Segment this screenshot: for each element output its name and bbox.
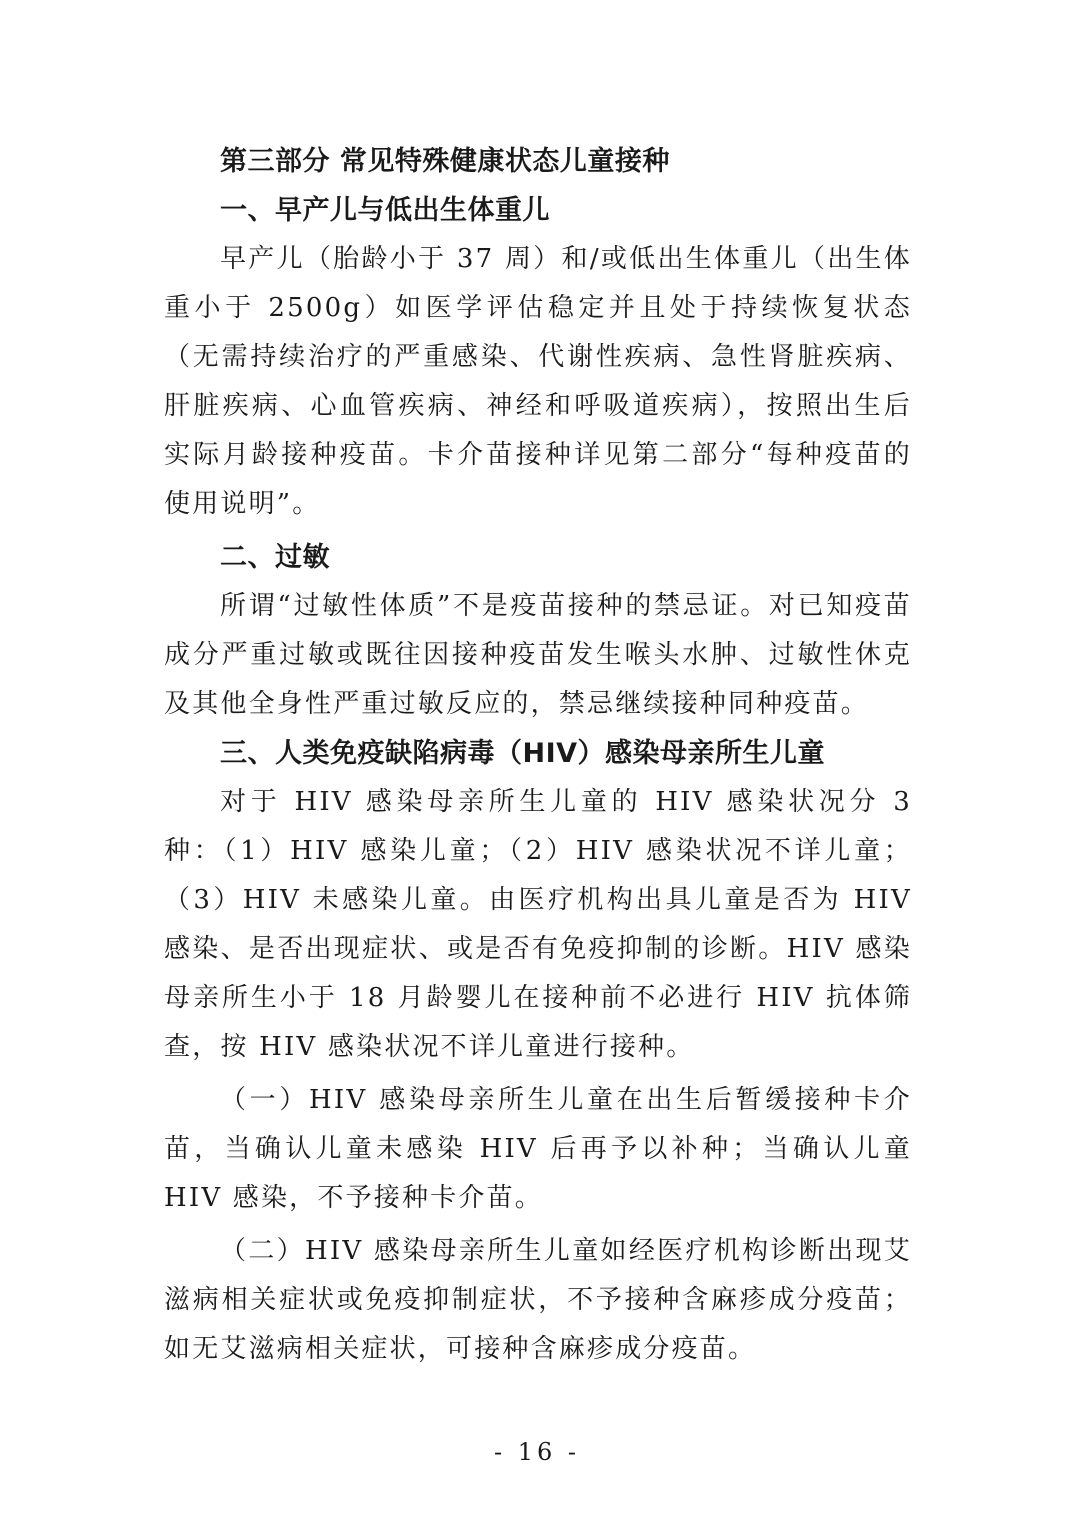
part-title: 第三部分 常见特殊健康状态儿童接种 (220, 146, 670, 177)
section-paragraph: 对于 HIV 感染母亲所生儿童的 HIV 感染状况分 3 种：（1）HIV 感染儿童；（2）HIV 感染状况不详儿童；（3）HIV 未感染儿童。由医疗机构出具儿童是否为 HIV 感染、是否出现症状、或是否有免疫抑制的诊断。HIV 感染母亲所生小于 18 月龄婴儿在接种前不必进行 HIV 抗体筛查，按 HIV 感染状况不详儿童进行接种。 (164, 787, 912, 1062)
section-heading-allergy: 二、过敏 (220, 542, 330, 573)
section-paragraph: （二）HIV 感染母亲所生儿童如经医疗机构诊断出现艾滋病相关症状或免疫抑制症状，不予接种含麻疹成分疫苗；如无艾滋病相关症状，可接种含麻疹成分疫苗。 (164, 1236, 912, 1364)
section-paragraph: 所谓“过敏性体质”不是疫苗接种的禁忌证。对已知疫苗成分严重过敏或既往因接种疫苗发生喉头水肿、过敏性休克及其他全身性严重过敏反应的，禁忌继续接种同种疫苗。 (164, 591, 912, 719)
section-paragraph: 早产儿（胎龄小于 37 周）和/或低出生体重儿（出生体重小于 2500g）如医学评估稳定并且处于持续恢复状态（无需持续治疗的严重感染、代谢性疾病、急性肾脏疾病、肝脏疾病、心血管疾病、神经和呼吸道疾病），按照出生后实际月龄接种疫苗。卡介苗接种详见第二部分“每种疫苗的使用说明”。 (164, 244, 912, 519)
section-heading-hiv: 三、人类免疫缺陷病毒（HIV）感染母亲所生儿童 (220, 738, 826, 769)
section-heading-premature: 一、早产儿与低出生体重儿 (220, 195, 550, 226)
document-body (164, 137, 912, 1374)
section-paragraph: （一）HIV 感染母亲所生儿童在出生后暂缓接种卡介苗，当确认儿童未感染 HIV 后再予以补种；当确认儿童 HIV 感染，不予接种卡介苗。 (164, 1085, 912, 1213)
page-number: - 16 - (493, 1438, 580, 1466)
